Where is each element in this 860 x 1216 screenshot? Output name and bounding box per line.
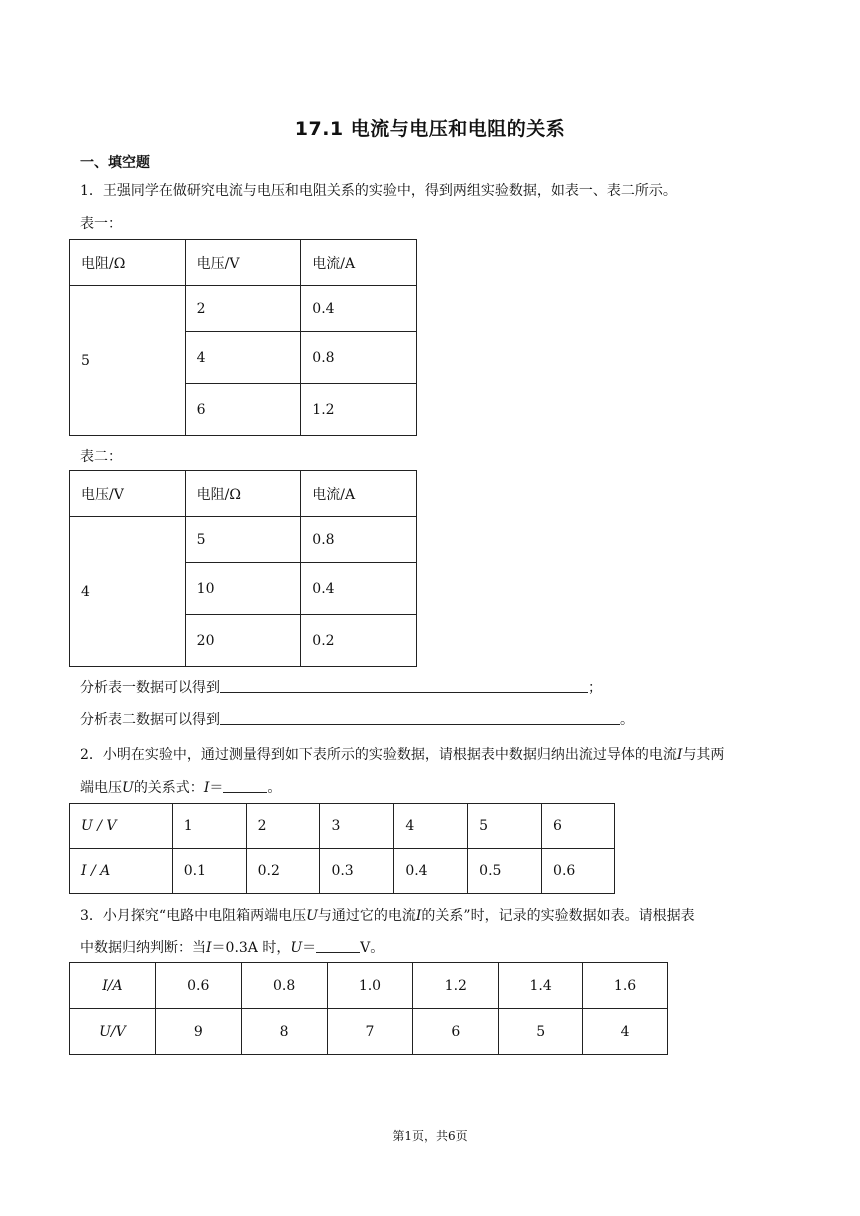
table-cell: 1.2 (301, 384, 417, 436)
table-cell: 20 (185, 615, 301, 667)
q3-text-d: 中数据归纳判断：当 (80, 940, 206, 956)
table-cell: 5 (468, 804, 542, 849)
table-row (70, 963, 668, 1009)
table-row (70, 1009, 668, 1055)
table-cell: 1.0 (327, 963, 413, 1009)
table-cell: 8 (241, 1009, 327, 1055)
table1-header: 电阻/Ω (70, 240, 186, 286)
q2-u-label: U / V (70, 804, 173, 849)
q3-i-label (70, 963, 156, 1009)
table-cell: 10 (185, 563, 301, 615)
q3-line-1 (80, 905, 695, 925)
table-row (70, 517, 417, 563)
q3-text-c: 的关系”时，记录的实验数据如表。请根据表 (421, 908, 695, 924)
table-cell: 0.4 (394, 849, 468, 894)
table-cell: 7 (327, 1009, 413, 1055)
q3-u-label-text: U/V (99, 1023, 126, 1040)
table-cell: 5 (499, 1009, 583, 1055)
table-cell: 5 (185, 517, 301, 563)
q3-i-label-text: I/A (102, 977, 123, 994)
analysis-2-text: 分析表二数据可以得到 (80, 712, 220, 728)
table-cell: 2 (246, 804, 320, 849)
page-title: 17.1 电流与电压和电阻的关系 (294, 118, 566, 140)
q2-end: 。 (267, 780, 282, 796)
table-cell: 3 (320, 804, 394, 849)
q3-var-i: I (415, 908, 422, 924)
table2-group-cell: 4 (70, 517, 186, 667)
table1-group-cell: 5 (70, 286, 186, 436)
table-cell: 0.8 (301, 332, 417, 384)
table2 (69, 470, 417, 667)
table-cell: 4 (394, 804, 468, 849)
q3-line-2 (80, 937, 384, 957)
answer-blank-2[interactable] (220, 710, 620, 725)
table2-header: 电阻/Ω (185, 471, 301, 517)
analysis-2-end: 。 (620, 712, 634, 728)
q3-text-a: 3．小月探究“电路中电阻箱两端电压 (80, 908, 307, 924)
table1 (69, 239, 417, 436)
table-cell: 1.6 (583, 963, 668, 1009)
q2-text-d: 的关系式： (133, 780, 204, 796)
analysis-1-text: 分析表一数据可以得到 (80, 680, 220, 696)
table-cell: 0.2 (301, 615, 417, 667)
answer-blank-3[interactable] (223, 778, 267, 793)
table-cell: 1 (172, 804, 246, 849)
q3-text-e: ＝0.3A 时， (211, 940, 291, 956)
q2-var-u: U (122, 780, 134, 796)
q2-text-a: 2．小明在实验中，通过测量得到如下表所示的实验数据，请根据表中数据归纳出流过导体的电流 (80, 747, 677, 763)
q3-cond-u: U (290, 940, 303, 956)
table-cell: 2 (185, 286, 301, 332)
table1-label: 表一： (80, 216, 122, 232)
q3-u-label (70, 1009, 156, 1055)
q2-formula-lhs: I (203, 780, 210, 796)
answer-blank-1[interactable] (220, 678, 588, 693)
table1-header: 电流/A (301, 240, 417, 286)
table1-header: 电压/V (185, 240, 301, 286)
table2-header: 电流/A (301, 471, 417, 517)
table-cell: 0.6 (155, 963, 241, 1009)
table-row (70, 804, 615, 849)
q2-table (69, 803, 615, 894)
q2-i-label: I / A (70, 849, 173, 894)
page-footer: 第1页，共6页 (392, 1129, 468, 1143)
table-cell: 0.6 (542, 849, 615, 894)
table2-header: 电压/V (70, 471, 186, 517)
q3-var-u: U (306, 908, 318, 924)
table-cell: 0.4 (301, 563, 417, 615)
section-heading: 一、填空题 (80, 155, 150, 171)
table1-header-row (70, 240, 417, 286)
q3-end: V。 (360, 940, 385, 956)
table-cell: 6 (542, 804, 615, 849)
table-row (70, 849, 615, 894)
q2-line-2 (80, 777, 281, 797)
table-cell: 4 (185, 332, 301, 384)
table-cell: 1.4 (499, 963, 583, 1009)
table-cell: 0.1 (172, 849, 246, 894)
table-cell: 6 (413, 1009, 499, 1055)
table-cell: 9 (155, 1009, 241, 1055)
table2-label: 表二： (80, 449, 122, 465)
analysis-line-2 (80, 709, 634, 729)
table-cell: 0.8 (301, 517, 417, 563)
analysis-line-1 (80, 677, 602, 697)
q2-var-i: I (676, 747, 683, 763)
table-cell: 0.2 (246, 849, 320, 894)
table-cell: 0.3 (320, 849, 394, 894)
table-cell: 1.2 (413, 963, 499, 1009)
table-cell: 0.4 (301, 286, 417, 332)
analysis-1-end: ； (588, 680, 602, 696)
q2-line-1 (80, 744, 724, 764)
q3-cond-i: I (206, 940, 212, 956)
q3-text-f: ＝ (302, 940, 317, 956)
table-cell: 0.8 (241, 963, 327, 1009)
q3-text-b: 与通过它的电流 (317, 908, 416, 924)
q3-table (69, 962, 668, 1055)
table-cell: 0.5 (468, 849, 542, 894)
table-cell: 4 (583, 1009, 668, 1055)
q2-text-c: 端电压 (80, 780, 122, 796)
table-cell: 6 (185, 384, 301, 436)
q1-text: 1．王强同学在做研究电流与电压和电阻关系的实验中，得到两组实验数据，如表一、表二所示。 (80, 183, 677, 199)
table2-header-row (70, 471, 417, 517)
answer-blank-4[interactable] (316, 938, 360, 953)
q2-text-b: 与其两 (682, 747, 725, 763)
table-row (70, 286, 417, 332)
q2-formula-eq: ＝ (209, 780, 224, 796)
